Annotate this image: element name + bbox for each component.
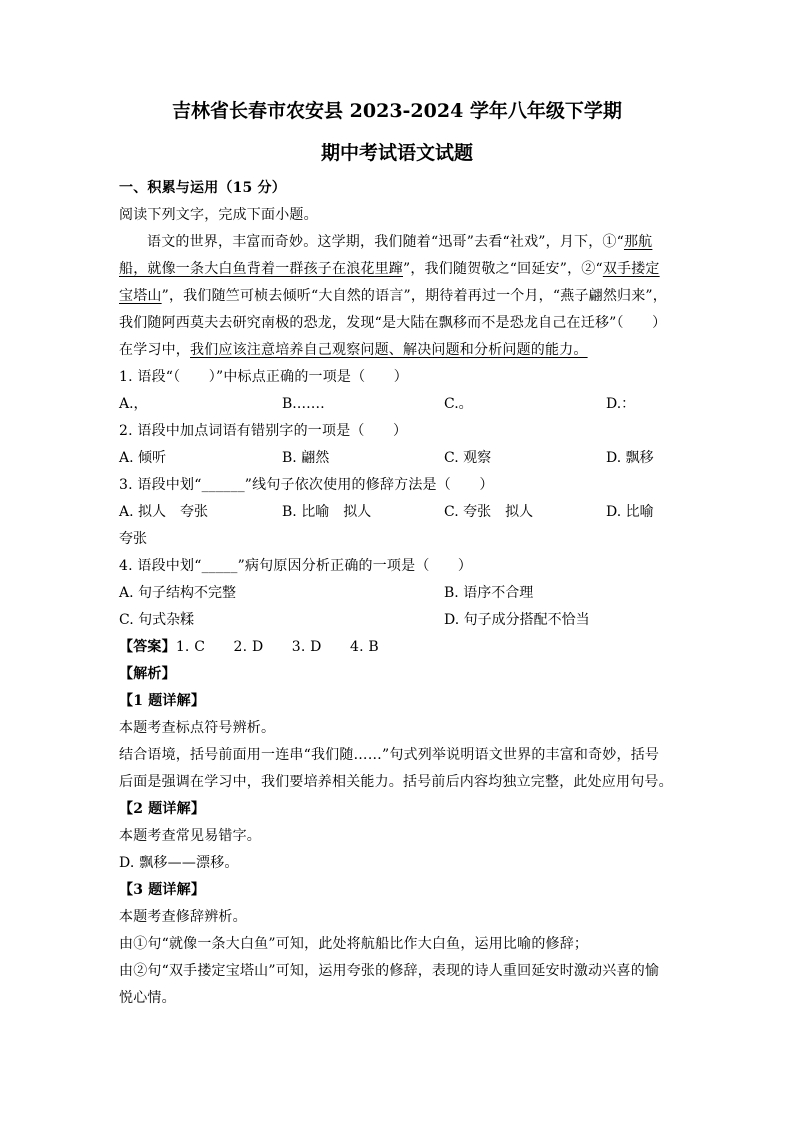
answer-values: 1. C 2. D 3. D 4. B bbox=[175, 639, 379, 655]
question-1-stem: 1. 语段“（ ）”中标点正确的一项是（ ） bbox=[119, 369, 408, 385]
question-1-option-a: A.， bbox=[119, 396, 148, 412]
answer-label: 【答案】 bbox=[119, 639, 176, 655]
passage-text: ”，我们随贺敬之“回延安”，②“ bbox=[403, 261, 603, 277]
passage-line-1 bbox=[147, 232, 652, 252]
q3-analysis-line-2: 由①句“就像一条大白鱼”可知，此处将航船比作大白鱼，运用比喻的修辞； bbox=[119, 936, 589, 952]
question-4-option-a: A. 句子结构不完整 bbox=[119, 585, 237, 601]
passage-line-3 bbox=[119, 286, 667, 306]
question-1-option-d: D.： bbox=[606, 396, 636, 412]
q1-analysis-line-3: 后面是强调在学习中，我们要培养相关能力。括号前后内容均独立完整，此处应用句号。 bbox=[119, 774, 673, 790]
underlined-sentence: 宝塔山 bbox=[119, 288, 162, 304]
q3-analysis-line-1: 本题考查修辞辨析。 bbox=[119, 909, 247, 925]
question-3-option-d: D. 比喻 bbox=[606, 504, 654, 520]
underlined-sentence: 那航 bbox=[623, 234, 653, 250]
q2-analysis-line-2: D. 飘移——漂移。 bbox=[119, 855, 239, 871]
underlined-sentence: 船，就像一条大白鱼背着一群孩子在浪花里蹿 bbox=[119, 261, 403, 277]
q1-analysis-line-2: 结合语境，括号前面用一连串“我们随……”句式列举说明语文世界的丰富和奇妙，括号 bbox=[119, 747, 660, 763]
question-3-option-c: C. 夸张 拟人 bbox=[444, 504, 534, 520]
question-1-option-c: C.。 bbox=[444, 396, 473, 412]
section-heading: 一、积累与运用（15 分） bbox=[119, 180, 286, 196]
instruction: 阅读下列文字，完成下面小题。 bbox=[119, 207, 318, 223]
analysis-label: 【解析】 bbox=[119, 666, 176, 682]
question-3-option-b: B. 比喻 拟人 bbox=[282, 504, 372, 520]
q2-analysis-heading: 【2 题详解】 bbox=[119, 801, 206, 817]
passage-text: 在学习中， bbox=[119, 342, 190, 358]
passage-line-4: 我们随阿西莫夫去研究南极的恐龙，发现“是大陆在飘移而不是恐龙自己在迁移”（ ） bbox=[119, 315, 667, 331]
q3-analysis-heading: 【3 题详解】 bbox=[119, 882, 206, 898]
question-2-stem: 2. 语段中加点词语有错别字的一项是（ ） bbox=[119, 423, 408, 439]
document-title-line2: 期中考试语文试题 bbox=[320, 142, 473, 164]
question-3-option-a: A. 拟人 夸张 bbox=[119, 504, 209, 520]
answer-line bbox=[119, 637, 379, 657]
underlined-sentence: 我们应该注意培养自己观察问题、解决问题和分析问题的能力。 bbox=[190, 342, 588, 358]
document-title-line1: 吉林省长春市农安县 2023-2024 学年八年级下学期 bbox=[172, 100, 622, 122]
passage-line-2 bbox=[119, 259, 660, 279]
question-4-option-b: B. 语序不合理 bbox=[444, 585, 534, 601]
question-4-stem: 4. 语段中划“_____”病句原因分析正确的一项是（ ） bbox=[119, 558, 473, 574]
q1-analysis-line-1: 本题考查标点符号辨析。 bbox=[119, 720, 276, 736]
question-4-option-d: D. 句子成分搭配不恰当 bbox=[444, 612, 590, 628]
q3-analysis-line-3: 由②句“双手搂定宝塔山”可知，运用夸张的修辞，表现的诗人重回延安时激动兴喜的愉 bbox=[119, 963, 660, 979]
question-3-option-d-wrap: 夸张 bbox=[119, 531, 147, 547]
question-3-stem: 3. 语段中划“______”线句子依次使用的修辞方法是（ ） bbox=[119, 477, 494, 493]
question-2-option-a: A. 倾听 bbox=[119, 450, 167, 466]
question-1-option-b: B.…… bbox=[282, 396, 325, 412]
q2-analysis-line-1: 本题考查常见易错字。 bbox=[119, 828, 261, 844]
question-4-option-c: C. 句式杂糅 bbox=[119, 612, 195, 628]
question-2-option-b: B. 翩然 bbox=[282, 450, 330, 466]
underlined-sentence: 双手搂定 bbox=[602, 261, 660, 277]
passage-text: 语文的世界，丰富而奇妙。这学期，我们随着“迅哥”去看“社戏”，月下，①“ bbox=[147, 234, 624, 250]
q1-analysis-heading: 【1 题详解】 bbox=[119, 693, 206, 709]
passage-text: ”，我们随竺可桢去倾听“大自然的语言”，期待着再过一个月，“燕子翩然归来”， bbox=[161, 288, 667, 304]
q3-analysis-line-4: 悦心情。 bbox=[119, 990, 176, 1006]
question-2-option-c: C. 观察 bbox=[444, 450, 492, 466]
question-2-option-d: D. 飘移 bbox=[606, 450, 654, 466]
passage-line-5 bbox=[119, 340, 588, 360]
